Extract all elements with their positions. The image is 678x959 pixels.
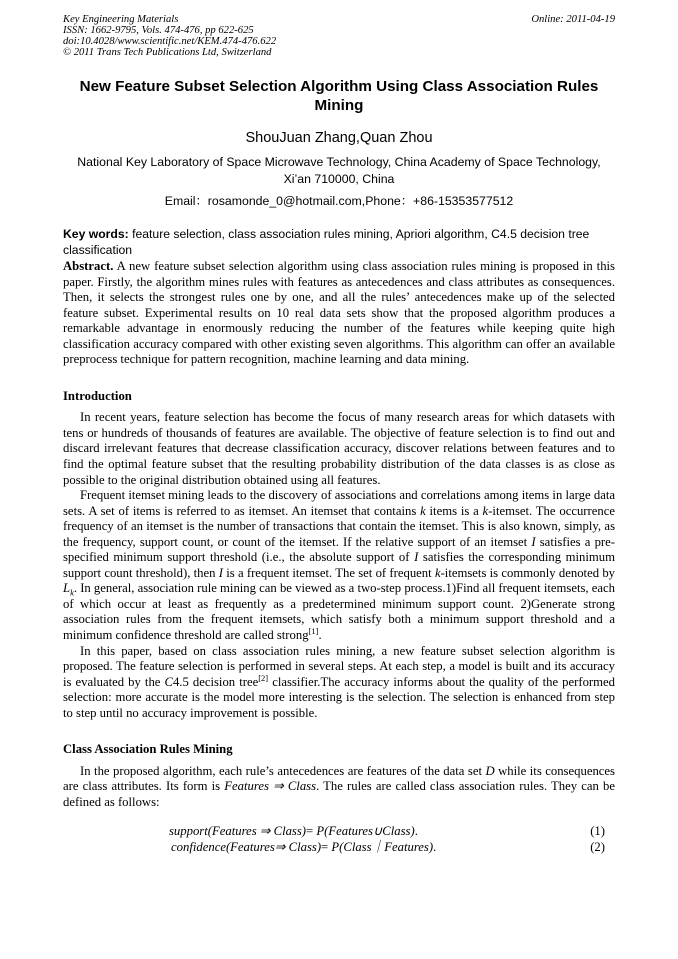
math-var: I [531, 534, 536, 549]
journal-header [63, 14, 615, 58]
equation-1-number: (1) [590, 824, 605, 839]
introduction-section [63, 389, 615, 721]
text-run: . In general, association rule mining can be viewed as a two-step process.1)Find all frequent itemsets, each of which occur at least as frequently as a predetermined minimum support count. 2)Generate strong association rules from the frequent itemsets, which satisfy both a minimum support threshold and a minimum confidence threshold are called strong [63, 581, 616, 642]
math-var: k [434, 565, 441, 580]
text-run: -itemsets is commonly denoted by [440, 565, 616, 580]
authors: ShouJuan Zhang,Quan Zhou [245, 130, 433, 146]
eq-lhs: support(Features ⇒ Class) [169, 824, 307, 839]
journal-name: Key Engineering Materials [63, 14, 179, 25]
intro-paragraph-2 [63, 488, 615, 643]
online-date: Online: 2011-04-19 [531, 14, 615, 25]
math-var: D [485, 763, 495, 778]
eq-sign: = [321, 839, 332, 854]
math-var: I [218, 565, 223, 580]
equation-1 [63, 824, 615, 840]
text-run: items is a [425, 503, 483, 518]
paper-title: New Feature Subset Selection Algorithm Using Class Association Rules Mining [79, 78, 599, 114]
car-paragraph-1 [63, 764, 615, 811]
math-var: L [63, 581, 71, 596]
affiliation-line-2: Xi’an 710000, China [283, 172, 395, 186]
text-run: In the proposed algorithm, each rule’s antecedences are features of the data set [80, 763, 486, 778]
equations [63, 824, 615, 855]
citation-ref[interactable]: [2] [258, 672, 269, 683]
eq-dot: . [414, 824, 418, 839]
text-run: Frequent itemset mining leads to the discovery of associations and correlations among items in large data sets. A set of items is referred to as itemset. An itemset that contains [63, 488, 615, 518]
eq-rhs: P(Features∪Class) [316, 824, 415, 839]
eq-sign: = [306, 824, 317, 839]
contact-email[interactable]: Email：rosamonde_0@hotmail.com,Phone：+86-15353577512 [164, 194, 514, 208]
text-run: . [318, 627, 322, 642]
text-run: satisfies the corresponding minimum support count threshold), then [63, 550, 615, 580]
math-var: k [482, 503, 489, 518]
text-run: classifier.The accuracy informs about the quality of the performed selection: more accurate is the model more interesting is the selection. The selection is enhanced from step to step until no accuracy improvement is possible. [63, 674, 615, 720]
introduction-heading: Introduction [63, 388, 132, 403]
rule-form: Features ⇒ Class [224, 779, 317, 794]
affiliation-line-1: National Key Laboratory of Space Microwave Technology, China Academy of Space Technology, [77, 155, 601, 169]
equation-2-number: (2) [590, 839, 605, 854]
text-run: -itemset. The occurrence frequency of an itemset is the number of transactions that contain the itemset. This is also known, simply, as the frequency, support count, or count of the itemset. If the relative support of an itemset [63, 503, 615, 549]
citation-ref[interactable]: [1] [308, 625, 319, 636]
text-run: 4.5 decision tree [172, 674, 259, 689]
equation-1-expr [169, 824, 418, 840]
abstract [63, 259, 615, 368]
issn-line: ISSN: 1662-9795, Vols. 474-476, pp 622-625 [63, 25, 254, 36]
keywords-label: Key words: [63, 227, 129, 241]
math-var: k [420, 503, 426, 518]
copyright-line: © 2011 Trans Tech Publications Ltd, Switzerland [63, 47, 272, 58]
car-section [63, 742, 615, 855]
text-run: In this paper, based on class association rules mining, a new feature subset selection algorithm is proposed. The feature selection is performed in several steps. At each step, a model is built and its accuracy is evaluated by the [63, 643, 615, 689]
introduction-body [63, 410, 615, 721]
text-run: while its consequences are class attributes. Its form is [63, 763, 615, 794]
car-body [63, 764, 615, 811]
eq-rhs: P(Class｜Features) [331, 839, 434, 854]
abstract-text: A new feature subset selection algorithm using class association rules mining is proposed in this paper. Firstly, the algorithm mines rules with features as antecedences and class attributes as consequences. Then, it selects the strongest rules one by one, and all the rules’ antecedences make up of the selected feature subset. Experimental results on 10 real data sets show that the proposed algorithm produces a remarkable advantage in enormously reducing the number of the features while keeping quite high classification accuracy compared with other existing seven algorithms. This algorithm can offer an available preprocess technique for pattern recognition, machine learning and data mining. [63, 259, 615, 367]
eq-dot: . [433, 839, 437, 854]
intro-paragraph-1: In recent years, feature selection has become the focus of many research areas for which datasets with tens or hundreds of thousands of features are available. The objective of feature selection is to find out and discard irrelevant features that decrease classification accuracy, discover relations between features and to find the optimal feature subset that the resulting probability distribution of the data classes is as close as possible to the original distribution obtained using all features. [63, 410, 615, 487]
text-run: is a frequent itemset. The set of frequent [222, 565, 435, 580]
paper-page [63, 14, 615, 855]
keywords [63, 226, 615, 258]
keywords-text: feature selection, class association rules mining, Apriori algorithm, C4.5 decision tree classification [63, 227, 590, 257]
equation-2-expr [171, 840, 436, 856]
math-subscript: k [70, 587, 74, 598]
car-heading: Class Association Rules Mining [63, 742, 233, 757]
math-var: I [414, 550, 419, 565]
text-run: . The rules are called class association rules. They can be defined as follows: [63, 779, 615, 809]
eq-lhs: confidence(Features⇒ Class) [171, 839, 322, 854]
equation-2 [63, 840, 615, 856]
intro-paragraph-3 [63, 644, 615, 722]
text-run: satisfies a pre-specified minimum support threshold (i.e., the absolute support of [63, 534, 615, 565]
affiliation [63, 154, 615, 188]
math-var: C [164, 674, 173, 689]
abstract-label: Abstract. [63, 259, 114, 273]
doi-line[interactable]: doi:10.4028/www.scientific.net/KEM.474-476.622 [63, 36, 277, 47]
